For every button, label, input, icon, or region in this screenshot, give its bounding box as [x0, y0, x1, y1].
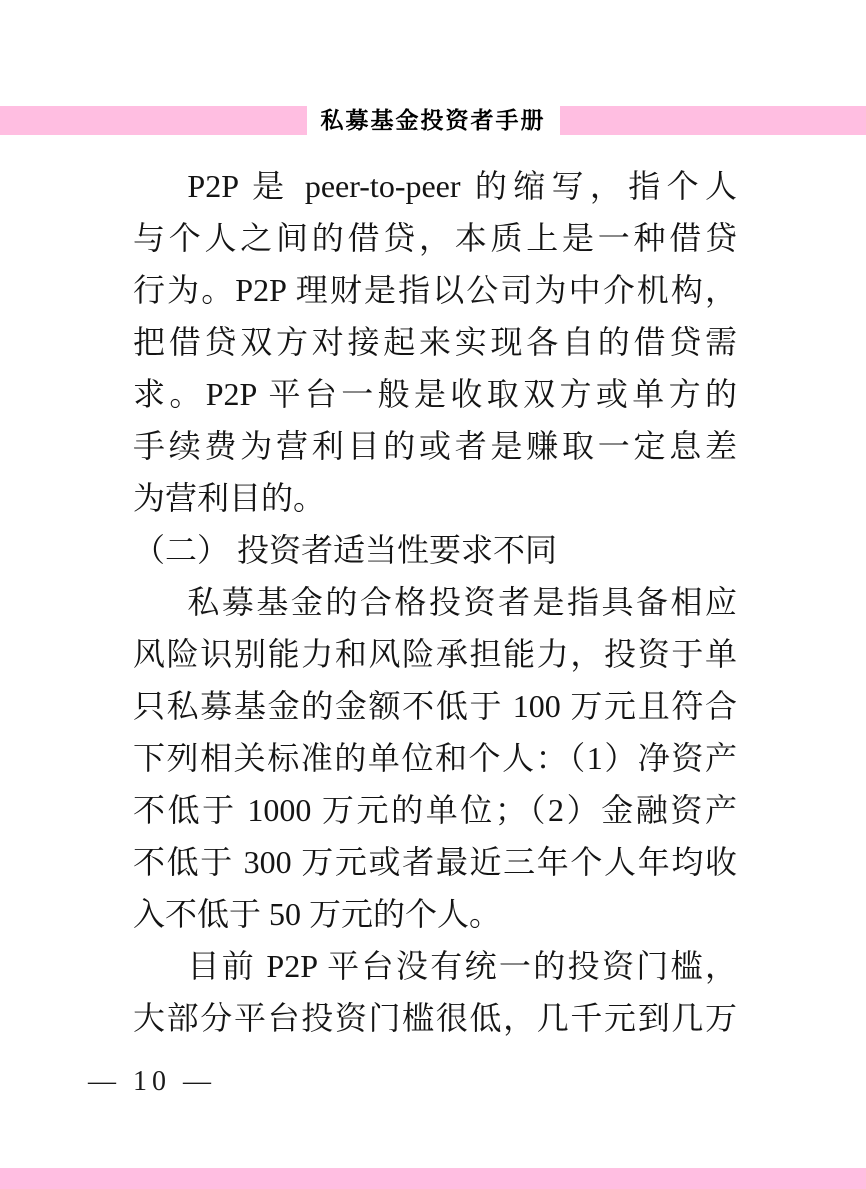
page-number: — 10 —	[88, 1066, 216, 1097]
text-line: 行为。P2P 理财是指以公司为中介机构，	[133, 272, 737, 308]
text-line: 不低于 300 万元或者最近三年个人年均收	[133, 844, 737, 880]
text-line: 为营利目的。	[133, 480, 326, 516]
text-line: 只私募基金的金额不低于 100 万元且符合	[133, 688, 737, 724]
text-line: 目前 P2P 平台没有统一的投资门槛，	[187, 948, 737, 984]
page-header	[0, 106, 866, 135]
text-line: 求。P2P 平台一般是收取双方或单方的	[133, 376, 737, 412]
text-line: P2P 是 peer-to-peer 的缩写，指个人	[187, 168, 737, 204]
footer-band	[0, 1168, 866, 1189]
text-line: 私募基金的合格投资者是指具备相应	[187, 584, 737, 620]
text-line: 与个人之间的借贷，本质上是一种借贷	[133, 220, 737, 256]
text-line: 入不低于 50 万元的个人。	[133, 896, 502, 932]
header-band-right	[560, 106, 866, 135]
text-line: 不低于 1000 万元的单位；（2）金融资产	[133, 792, 737, 828]
text-line: 风险识别能力和风险承担能力，投资于单	[133, 636, 737, 672]
text-line: 把借贷双方对接起来实现各自的借贷需	[133, 324, 737, 360]
page-header-title: 私募基金投资者手册	[320, 107, 546, 133]
text-line: 下列相关标准的单位和个人：（1）净资产	[133, 740, 737, 776]
body-text	[133, 160, 737, 1044]
text-line: 大部分平台投资门槛很低，几千元到几万	[133, 1000, 737, 1036]
text-line: 手续费为营利目的或者是赚取一定息差	[133, 428, 737, 464]
text-line: （二） 投资者适当性要求不同	[133, 532, 558, 568]
header-band-left	[0, 106, 307, 135]
